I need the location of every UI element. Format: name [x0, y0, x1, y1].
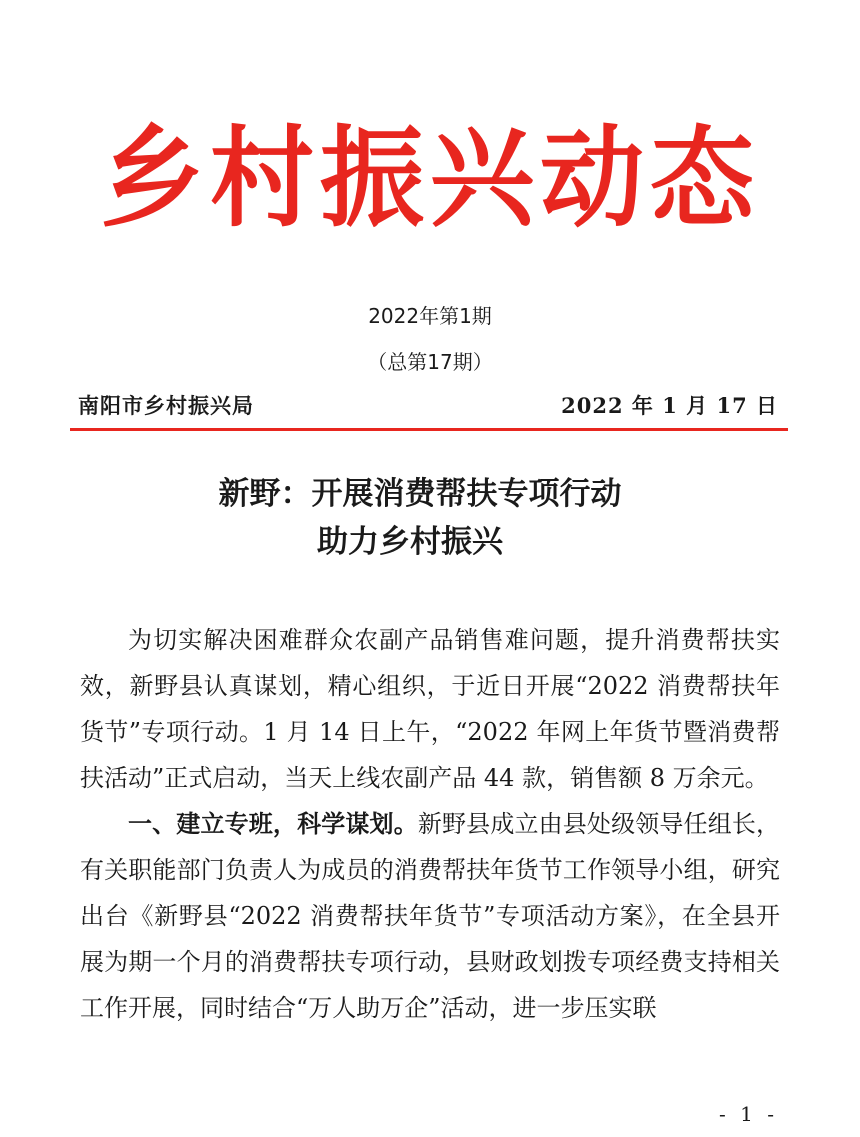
masthead-title: 乡村振兴动态 — [99, 113, 760, 243]
article-paragraph-1: 为切实解决困难群众农副产品销售难问题，提升消费帮扶实效，新野县认真谋划，精心组织，于近日开展“2022 消费帮扶年货节”专项行动。1 月 14 日上午，“2022 年网上年货节暨消费帮扶活动”正式启动，当天上线农副产品 44 款，销售额 8 万余元。 — [80, 626, 780, 792]
article-paragraph-2 — [80, 801, 780, 1031]
section-heading-lead: 一、建立专班，科学谋划。 — [128, 810, 418, 838]
publication-meta-row — [78, 390, 778, 420]
page-number: - 1 - — [719, 1102, 778, 1126]
red-divider-rule — [70, 428, 788, 431]
issue-number: 2022年第1期 — [368, 304, 492, 328]
publication-date: 2022 年 1 月 17 日 — [561, 393, 778, 418]
issuing-agency: 南阳市乡村振兴局 — [78, 393, 254, 418]
article-headline-line1: 新野：开展消费帮扶专项行动 — [218, 476, 622, 512]
article-body — [80, 617, 780, 1031]
article-headline-line2: 助力乡村振兴 — [317, 524, 503, 560]
cumulative-issue-number: （总第17期） — [367, 350, 493, 374]
article-paragraph-2-body: 新野县成立由县处级领导任组长，有关职能部门负责人为成员的消费帮扶年货节工作领导小组，研究出台《新野县“2022 消费帮扶年货节”专项活动方案》，在全县开展为期一个月的消费帮扶专项行动，县财政划拨专项经费支持相关工作开展，同时结合“万人助万企”活动，进一步压实联 — [80, 810, 781, 1022]
